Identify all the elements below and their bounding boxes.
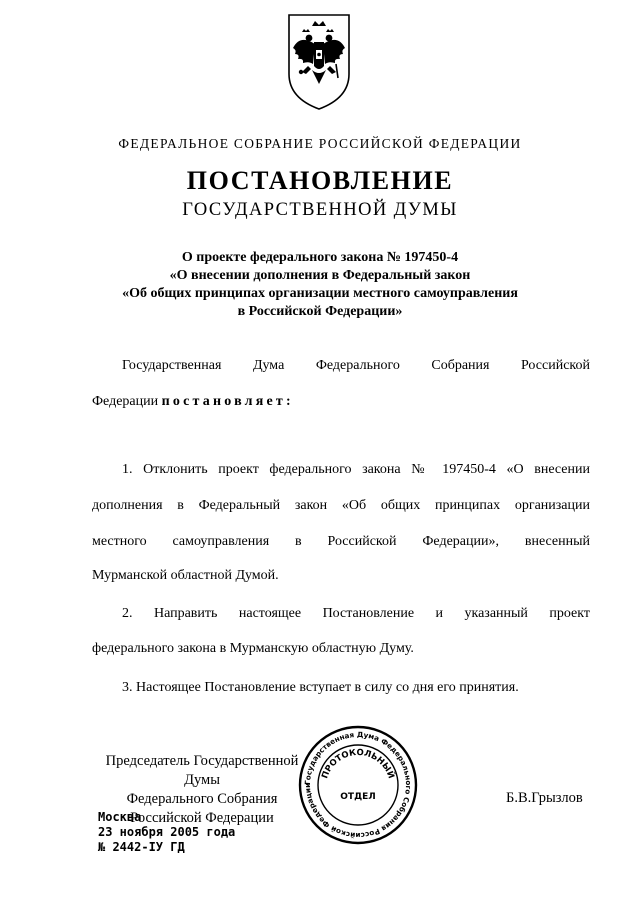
item-line: 3. Настоящее Постановление вступает в силу со дня его принятия. — [122, 680, 519, 695]
signatory-title-line: Федерального Собрания — [126, 791, 278, 807]
subject-line: в Российской Федерации» — [237, 304, 403, 319]
footer-date: 23 ноября 2005 года — [98, 825, 236, 839]
decree-word: постановляет: — [161, 394, 294, 409]
stamp-center-bottom: ОТДЕЛ — [340, 792, 376, 802]
subject-line: «Об общих принципах организации местного самоуправления — [122, 286, 518, 301]
item-line: Мурманской областной Думой. — [92, 568, 279, 583]
item-line: 2. Направить настоящее Постановление и указанный проект — [122, 606, 590, 621]
subject-line: О проекте федерального закона № 197450-4 — [181, 250, 459, 265]
stamp-center-top: ПРОТОКОЛЬНЫЙ — [320, 747, 396, 781]
assembly-heading: ФЕДЕРАЛЬНОЕ СОБРАНИЕ РОССИЙСКОЙ ФЕДЕРАЦИИ — [118, 136, 522, 151]
signatory-title-line: Российской Федерации — [130, 810, 274, 826]
preamble-line: Государственная Дума Федерального Собрания Российской — [122, 358, 590, 373]
document-footer — [98, 810, 235, 855]
item-line: 1. Отклонить проект федерального закона № 197450-4 «О внесении — [122, 462, 590, 477]
footer-number: № 2442-IУ ГД — [98, 840, 185, 854]
stamp-ring-text: Государственная Дума Федерального Собрания Российской Федерации — [302, 729, 414, 841]
preamble-country: Федерации — [92, 394, 159, 409]
item-line: местного самоуправления в Российской Федерации», внесенный — [92, 534, 590, 549]
russian-coat-of-arms-icon — [286, 12, 352, 112]
official-stamp — [296, 723, 420, 847]
item-line: федерального закона в Мурманскую областную Думу. — [92, 641, 414, 656]
document-type-title: ПОСТАНОВЛЕНИЕ — [186, 166, 454, 195]
preamble-line — [92, 394, 294, 410]
subject-line: «О внесении дополнения в Федеральный закон — [169, 268, 471, 283]
issuer-heading: ГОСУДАРСТВЕННОЙ ДУМЫ — [182, 200, 458, 220]
svg-text:Государственная Дума Федеральн — [303, 730, 413, 840]
signatory-name: Б.В.Грызлов — [506, 790, 583, 806]
svg-text:ПРОТОКОЛЬНЫЙ — [320, 748, 397, 780]
item-line: дополнения в Федеральный закон «Об общих принципах организации — [92, 498, 590, 513]
footer-city: Москва — [98, 810, 142, 824]
signatory-title-line: Председатель Государственной Думы — [105, 753, 299, 788]
document-subject — [0, 249, 640, 321]
